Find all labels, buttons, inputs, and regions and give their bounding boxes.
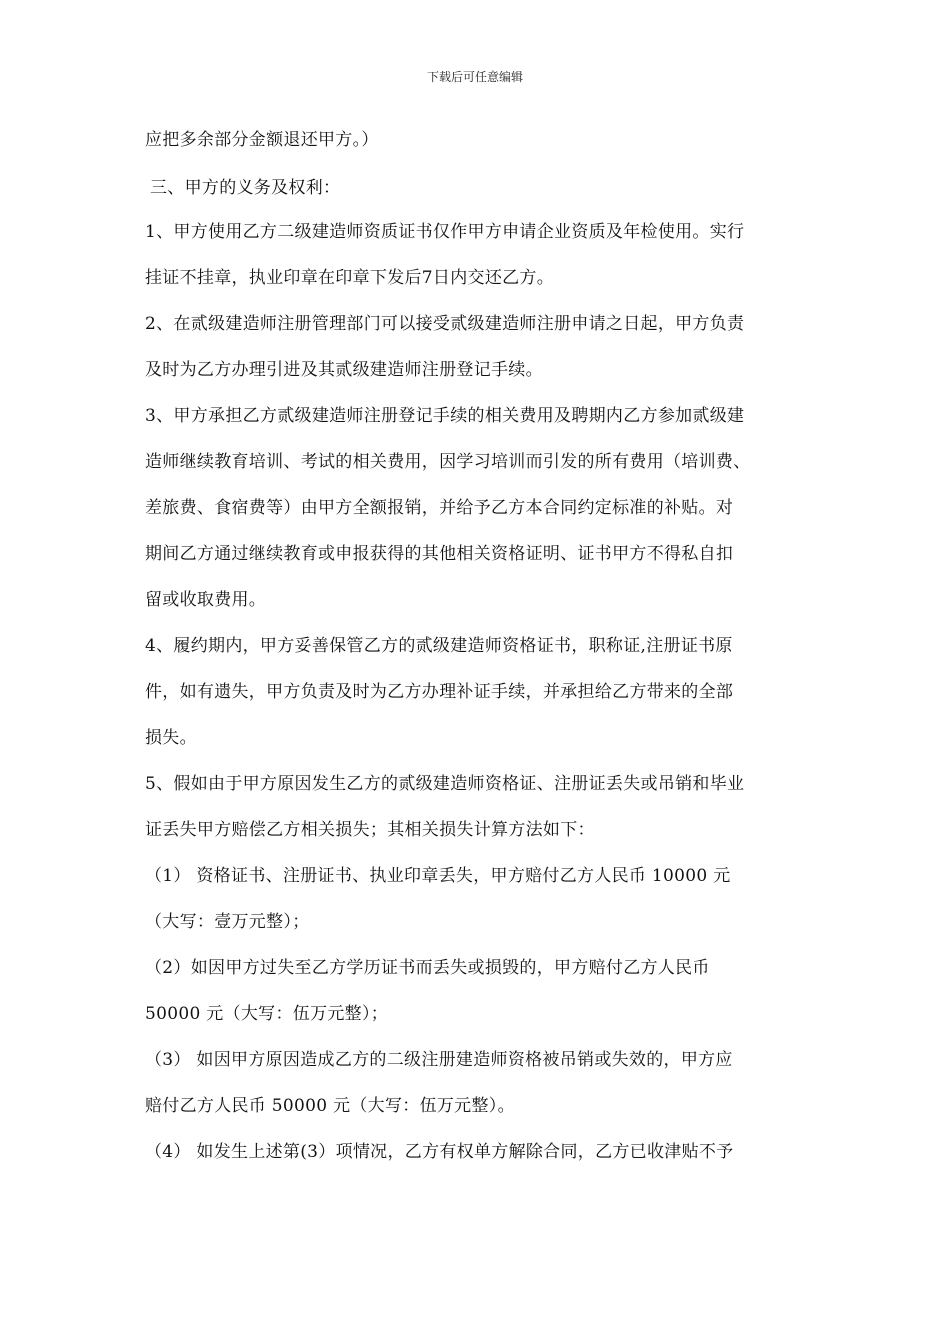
body-text-line: 造师继续教育培训、考试的相关费用，因学习培训而引发的所有费用（培训费、	[145, 452, 751, 472]
body-text-line: 5、假如由于甲方原因发生乙方的贰级建造师资格证、注册证丢失或吊销和毕业	[145, 774, 745, 794]
body-text-line: 件，如有遗失，甲方负责及时为乙方办理补证手续，并承担给乙方带来的全部	[145, 682, 734, 702]
body-text-line: 证丢失甲方赔偿乙方相关损失；其相关损失计算方法如下：	[145, 820, 595, 840]
body-text-line: （大写：壹万元整）；	[145, 912, 310, 932]
body-text-line: （3） 如因甲方原因造成乙方的二级注册建造师资格被吊销或失效的，甲方应	[145, 1050, 733, 1070]
body-text-line: （2）如因甲方过失至乙方学历证书而丢失或损毁的，甲方赔付乙方人民币	[145, 958, 710, 978]
body-text-line: 1、甲方使用乙方二级建造师资质证书仅作甲方申请企业资质及年检使用。实行	[145, 222, 745, 242]
body-text-line: 期间乙方通过继续教育或申报获得的其他相关资格证明、证书甲方不得私自扣	[145, 544, 734, 564]
body-text-line: 3、甲方承担乙方贰级建造师注册登记手续的相关费用及聘期内乙方参加贰级建	[145, 406, 745, 426]
body-text-line: 4、履约期内，甲方妥善保管乙方的贰级建造师资格证书，职称证,注册证书原	[145, 636, 733, 656]
body-text-line: 及时为乙方办理引进及其贰级建造师注册登记手续。	[145, 360, 543, 380]
body-text-line: （4） 如发生上述第(3）项情况，乙方有权单方解除合同，乙方已收津贴不予	[145, 1142, 734, 1162]
body-text-line: 三、甲方的义务及权利：	[150, 178, 341, 198]
body-text-line: 50000 元（大写：伍万元整）；	[145, 1004, 389, 1024]
body-text-line: （1） 资格证书、注册证书、执业印章丢失，甲方赔付乙方人民币 10000 元	[145, 866, 731, 886]
body-text-line: 应把多余部分金额退还甲方。）	[145, 130, 379, 150]
body-text-line: 损失。	[145, 728, 197, 748]
page-header-note: 下载后可任意编辑	[426, 70, 523, 84]
body-text-line: 赔付乙方人民币 50000 元（大写：伍万元整）。	[145, 1096, 515, 1116]
body-text-line: 2、在贰级建造师注册管理部门可以接受贰级建造师注册申请之日起，甲方负责	[145, 314, 745, 334]
body-text-line: 留或收取费用。	[145, 590, 267, 610]
body-text-line: 差旅费、食宿费等）由甲方全额报销，并给予乙方本合同约定标准的补贴。对	[145, 498, 734, 518]
body-text-line: 挂证不挂章，执业印章在印章下发后7日内交还乙方。	[145, 268, 555, 288]
